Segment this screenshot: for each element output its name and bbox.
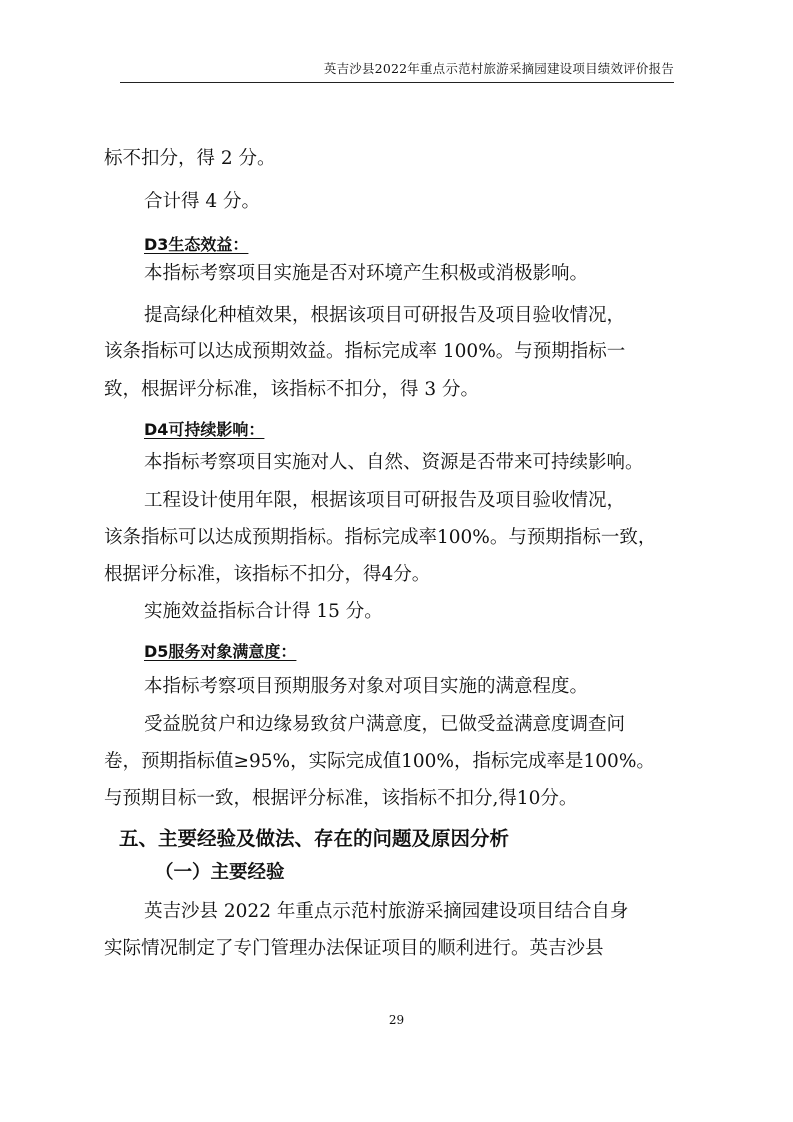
paragraph-line: 工程设计使用年限，根据该项目可研报告及项目验收情况， (144, 490, 626, 511)
page-header (120, 56, 674, 83)
header-title: 英吉沙县2022年重点示范村旅游采摘园建设项目绩效评价报告 (323, 61, 674, 76)
paragraph-line: 致，根据评分标准，该指标不扣分，得 3 分。 (104, 379, 480, 400)
paragraph-line: 卷，预期指标值≥95%，实际完成值100%，指标完成率是100%。 (104, 751, 655, 772)
subsection-heading: （一）主要经验 (155, 862, 285, 883)
page-number: 29 (388, 1013, 405, 1027)
d4-heading: D4可持续影响： (144, 420, 265, 439)
section-heading: 五、主要经验及做法、存在的问题及原因分析 (119, 827, 510, 850)
d5-heading: D5服务对象满意度： (144, 642, 297, 661)
paragraph-line: 合计得 4 分。 (144, 191, 261, 212)
paragraph-line: 本指标考察项目实施对人、自然、资源是否带来可持续影响。 (144, 452, 644, 473)
paragraph-line: 根据评分标准，该指标不扣分，得4分。 (104, 564, 431, 585)
paragraph-line: 该条指标可以达成预期指标。指标完成率100%。与预期指标一致， (104, 527, 657, 548)
paragraph-line: 受益脱贫户和边缘易致贫户满意度，已做受益满意度调查问 (144, 714, 626, 735)
paragraph-line: 本指标考察项目实施是否对环境产生积极或消极影响。 (144, 263, 589, 284)
paragraph-line: 英吉沙县 2022 年重点示范村旅游采摘园建设项目结合自身 (144, 901, 629, 922)
paragraph-line: 与预期目标一致，根据评分标准，该指标不扣分,得10分。 (104, 788, 578, 809)
paragraph-line: 本指标考察项目预期服务对象对项目实施的满意程度。 (144, 676, 589, 697)
paragraph-line: 提高绿化种植效果，根据该项目可研报告及项目验收情况， (144, 305, 626, 326)
paragraph-line: 该条指标可以达成预期效益。指标完成率 100%。与预期指标一 (104, 341, 626, 362)
paragraph-line: 标不扣分，得 2 分。 (104, 148, 276, 169)
paragraph-line: 实施效益指标合计得 15 分。 (144, 601, 383, 622)
d3-heading: D3生态效益： (144, 235, 249, 254)
paragraph-line: 实际情况制定了专门管理办法保证项目的顺利进行。英吉沙县 (104, 938, 604, 959)
